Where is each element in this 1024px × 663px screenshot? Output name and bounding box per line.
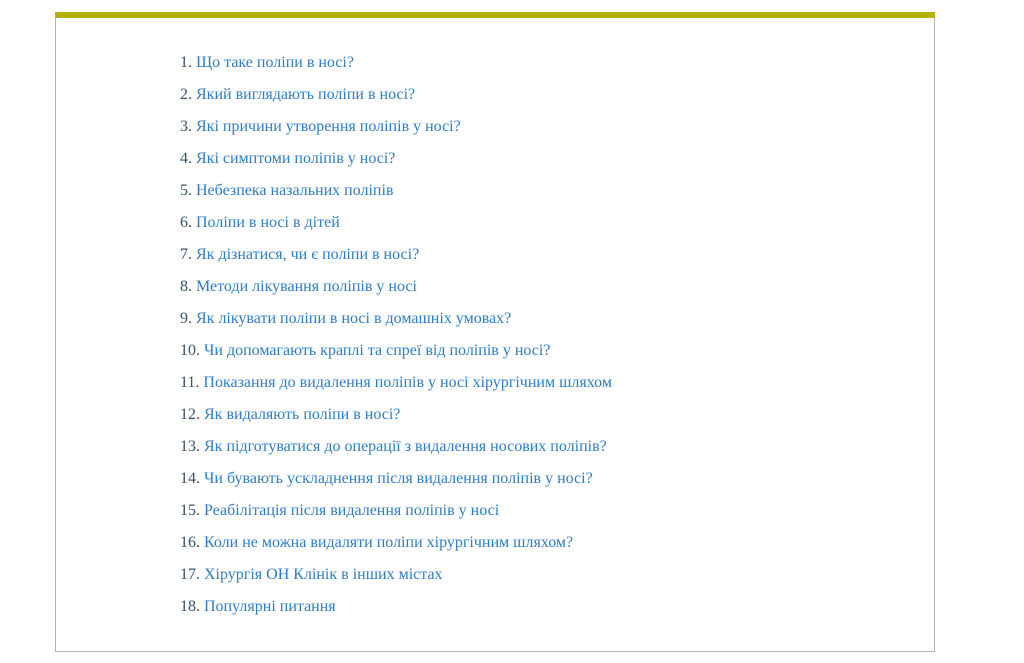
toc-item-number: 11. <box>180 374 200 391</box>
toc-item-number: 12. <box>180 406 200 423</box>
toc-item <box>180 527 904 559</box>
toc-item <box>180 367 904 399</box>
toc-item-number: 4. <box>180 150 192 167</box>
toc-item-number: 10. <box>180 342 200 359</box>
toc-item <box>180 431 904 463</box>
toc-item-link[interactable]: Який виглядають поліпи в носі? <box>196 86 416 103</box>
toc-item <box>180 143 904 175</box>
toc-item <box>180 47 904 79</box>
toc-item <box>180 79 904 111</box>
toc-item-link[interactable]: Що таке поліпи в носі? <box>196 54 354 71</box>
toc-card <box>55 12 935 652</box>
toc-item-number: 9. <box>180 310 192 327</box>
toc-item <box>180 111 904 143</box>
toc-item-link[interactable]: Як лікувати поліпи в носі в домашніх умовах? <box>196 310 512 327</box>
toc-list <box>56 18 934 623</box>
toc-item-number: 14. <box>180 470 200 487</box>
toc-item-number: 2. <box>180 86 192 103</box>
toc-item-number: 7. <box>180 246 192 263</box>
toc-item <box>180 303 904 335</box>
toc-item-number: 1. <box>180 54 192 71</box>
toc-item-link[interactable]: Як підготуватися до операції з видалення носових поліпів? <box>204 438 607 455</box>
toc-item <box>180 399 904 431</box>
toc-item <box>180 495 904 527</box>
toc-item-link[interactable]: Реабілітація після видалення поліпів у носі <box>204 502 500 519</box>
toc-card-body <box>55 18 935 652</box>
toc-item-link[interactable]: Небезпека назальних поліпів <box>196 182 394 199</box>
toc-item <box>180 175 904 207</box>
toc-item-link[interactable]: Чи бувають ускладнення після видалення поліпів у носі? <box>204 470 593 487</box>
toc-item-number: 17. <box>180 566 200 583</box>
toc-item-link[interactable]: Коли не можна видаляти поліпи хірургічним шляхом? <box>204 534 574 551</box>
toc-item-number: 15. <box>180 502 200 519</box>
toc-item-link[interactable]: Поліпи в носі в дітей <box>196 214 340 231</box>
toc-item <box>180 559 904 591</box>
toc-item-link[interactable]: Як видаляють поліпи в носі? <box>204 406 401 423</box>
toc-item <box>180 207 904 239</box>
toc-item-link[interactable]: Показання до видалення поліпів у носі хірургічним шляхом <box>203 374 612 391</box>
toc-item-link[interactable]: Хірургія ОН Клінік в інших містах <box>204 566 443 583</box>
toc-item-number: 16. <box>180 534 200 551</box>
toc-item-link[interactable]: Які симптоми поліпів у носі? <box>196 150 396 167</box>
toc-item <box>180 271 904 303</box>
toc-item-link[interactable]: Чи допомагають краплі та спреї від поліпів у носі? <box>204 342 551 359</box>
toc-item-number: 6. <box>180 214 192 231</box>
toc-item-link[interactable]: Методи лікування поліпів у носі <box>196 278 417 295</box>
toc-item <box>180 591 904 623</box>
toc-item <box>180 463 904 495</box>
toc-item-number: 3. <box>180 118 192 135</box>
toc-item-number: 18. <box>180 598 200 615</box>
toc-item <box>180 239 904 271</box>
toc-item-link[interactable]: Які причини утворення поліпів у носі? <box>196 118 461 135</box>
toc-item-number: 5. <box>180 182 192 199</box>
toc-item <box>180 335 904 367</box>
toc-item-number: 8. <box>180 278 192 295</box>
toc-item-number: 13. <box>180 438 200 455</box>
toc-item-link[interactable]: Популярні питання <box>204 598 336 615</box>
toc-item-link[interactable]: Як дізнатися, чи є поліпи в носі? <box>196 246 420 263</box>
